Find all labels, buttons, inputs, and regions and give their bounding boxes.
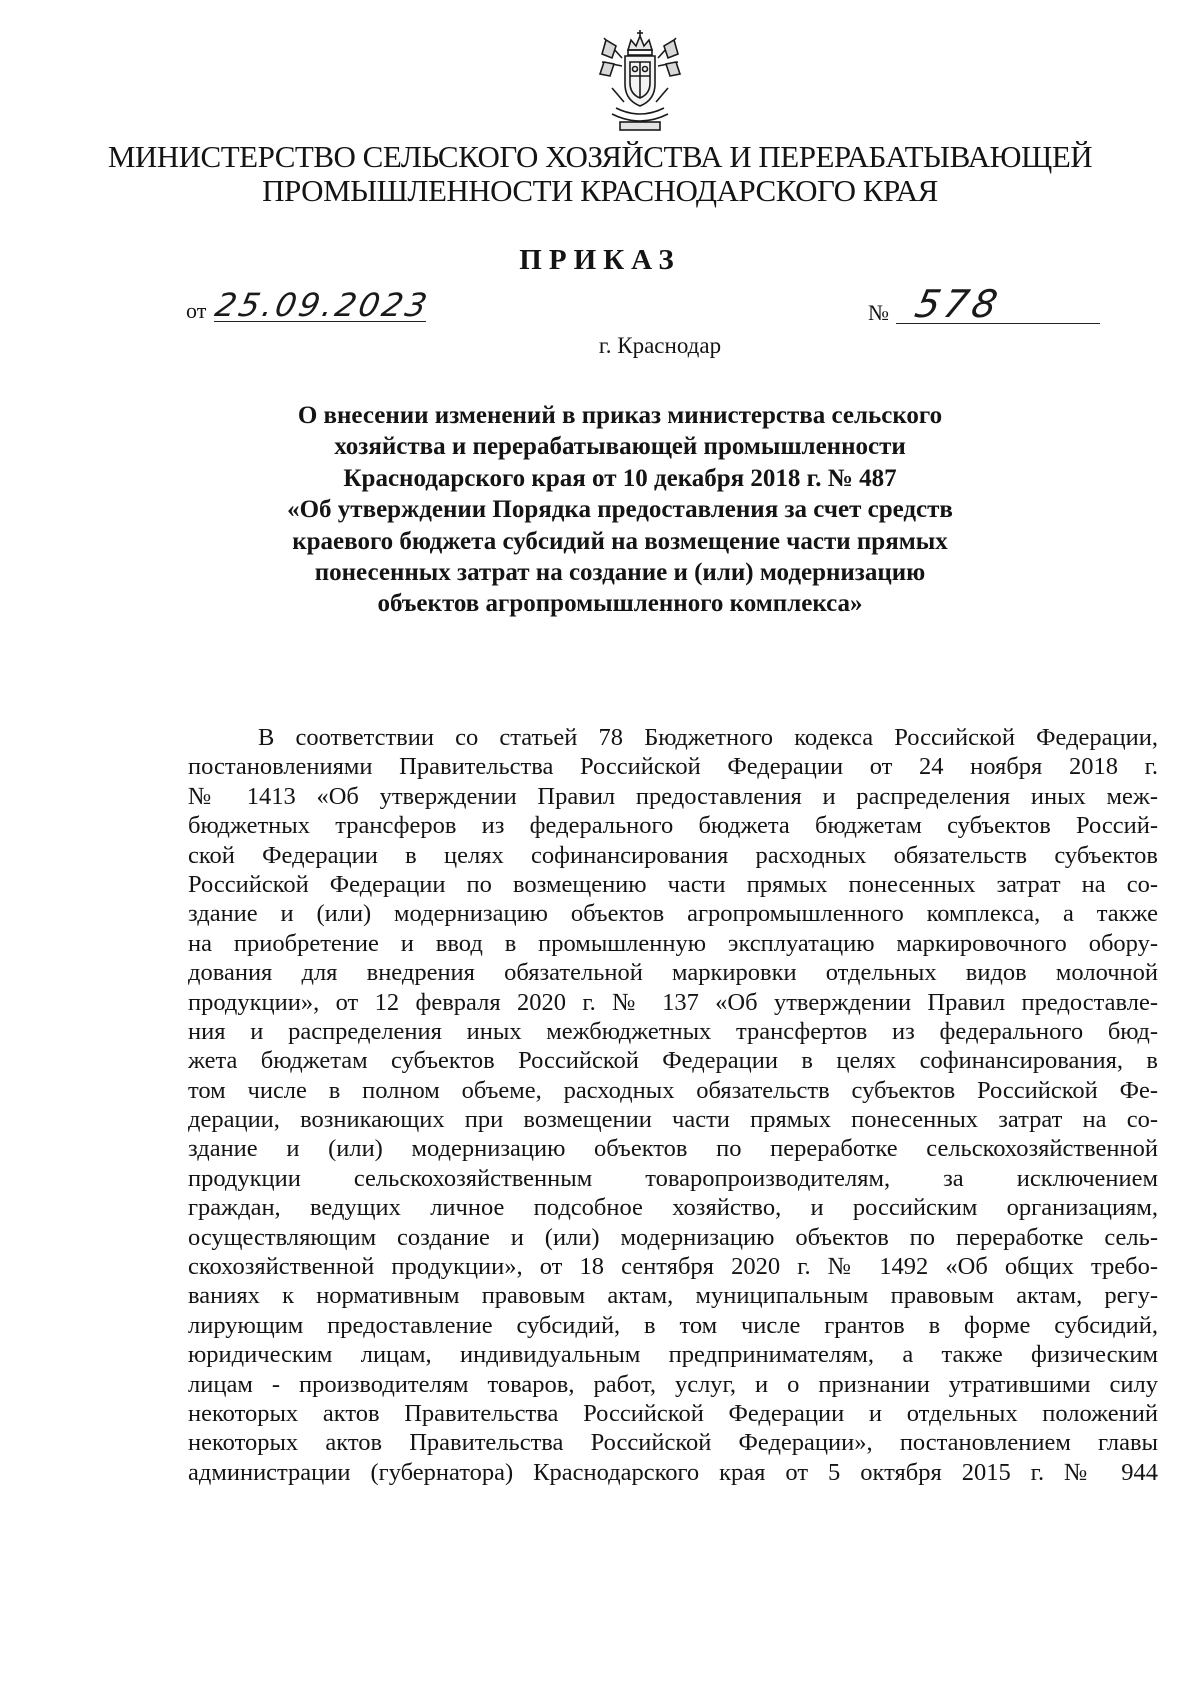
- body-line: лицам - производителям товаров, работ, услуг, и о признании утратившими силу: [188, 1370, 1158, 1398]
- body-line: жета бюджетам субъектов Российской Федерации в целях софинансирования, в: [188, 1047, 1158, 1075]
- body-line: некоторых актов Правительства Российской Федерации и отдельных положений: [188, 1399, 1158, 1427]
- date-prefix: от: [186, 298, 207, 323]
- ministry-line: ПРОМЫШЛЕННОСТИ КРАСНОДАРСКОГО КРАЯ: [262, 173, 938, 208]
- body-line: постановлениями Правительства Российской Федерации от 24 ноября 2018 г.: [188, 753, 1158, 781]
- body-line: администрации (губернатора) Краснодарского края от 5 октября 2015 г. № 944: [188, 1458, 1158, 1486]
- body-line: № 1413 «Об утверждении Правил предоставления и распределения иных меж-: [188, 782, 1158, 810]
- body-line: Российской Федерации по возмещению части прямых понесенных затрат на со-: [188, 870, 1158, 898]
- document-type: ПРИКАЗ: [519, 244, 681, 276]
- body-line: продукции сельскохозяйственным товаропроизводителям, за исключением: [188, 1164, 1158, 1192]
- order-date: [186, 286, 434, 326]
- title-line: «Об утверждении Порядка предоставления за счет средств: [287, 496, 953, 524]
- order-title: [200, 400, 1040, 620]
- body-line: некоторых актов Правительства Российской Федерации», постановлением главы: [188, 1429, 1158, 1457]
- body-line: граждан, ведущих личное подсобное хозяйство, и российским организациям,: [188, 1194, 1158, 1222]
- order-number: [868, 282, 1100, 328]
- title-line: понесенных затрат на создание и (или) модернизацию: [314, 559, 926, 587]
- handwritten-number: 578: [911, 282, 1006, 326]
- body-line: юридическим лицам, индивидуальным предпринимателям, а также физическим: [188, 1341, 1158, 1369]
- handwritten-date: 25.09.2023: [211, 286, 434, 324]
- city: г. Краснодар: [598, 333, 722, 358]
- body-line: ния и распределения иных межбюджетных трансфертов из федерального бюд-: [188, 1017, 1158, 1045]
- coat-of-arms-icon: [598, 28, 682, 136]
- body-line: на приобретение и ввод в промышленную эксплуатацию маркировочного обору-: [188, 929, 1158, 957]
- title-line: объектов агропромышленного комплекса»: [377, 590, 863, 618]
- body-line: ской Федерации в целях софинансирования расходных обязательств субъектов: [188, 841, 1158, 869]
- title-line: хозяйства и перерабатывающей промышленности: [334, 433, 906, 461]
- body-line: здание и (или) модернизацию объектов по переработке сельскохозяйственной: [188, 1135, 1158, 1163]
- body-line: продукции», от 12 февраля 2020 г. № 137 «Об утверждении Правил предоставле-: [188, 988, 1158, 1016]
- body-line: здание и (или) модернизацию объектов агропромышленного комплекса, а также: [188, 900, 1158, 928]
- ministry-name: [100, 140, 1100, 208]
- body-paragraph: [188, 723, 1158, 1487]
- title-line: О внесении изменений в приказ министерства сельского: [297, 402, 943, 429]
- title-line: краевого бюджета субсидий на возмещение части прямых: [292, 527, 948, 555]
- body-line: скохозяйственной продукции», от 18 сентября 2020 г. № 1492 «Об общих требо-: [188, 1253, 1158, 1281]
- number-prefix: №: [868, 300, 889, 325]
- body-line: осуществляющим создание и (или) модернизацию объектов по переработке сель-: [188, 1223, 1158, 1251]
- body-line: дерации, возникающих при возмещении части прямых понесенных затрат на со-: [188, 1106, 1158, 1134]
- ministry-line: МИНИСТЕРСТВО СЕЛЬСКОГО ХОЗЯЙСТВА И ПЕРЕРАБАТЫВАЮЩЕЙ: [107, 139, 1093, 174]
- title-line: Краснодарского края от 10 декабря 2018 г. № 487: [343, 464, 897, 492]
- body-line: том числе в полном объеме, расходных обязательств субъектов Российской Фе-: [188, 1076, 1158, 1104]
- body-line: дования для внедрения обязательной маркировки отдельных видов молочной: [188, 959, 1158, 987]
- body-line: В соответствии со статьей 78 Бюджетного кодекса Российской Федерации,: [258, 724, 1158, 751]
- body-line: лирующим предоставление субсидий, в том числе грантов в форме субсидий,: [188, 1311, 1158, 1339]
- body-line: бюджетных трансферов из федерального бюджета бюджетам субъектов Россий-: [188, 812, 1158, 840]
- body-line: ваниях к нормативным правовым актам, муниципальным правовым актам, регу-: [188, 1282, 1158, 1310]
